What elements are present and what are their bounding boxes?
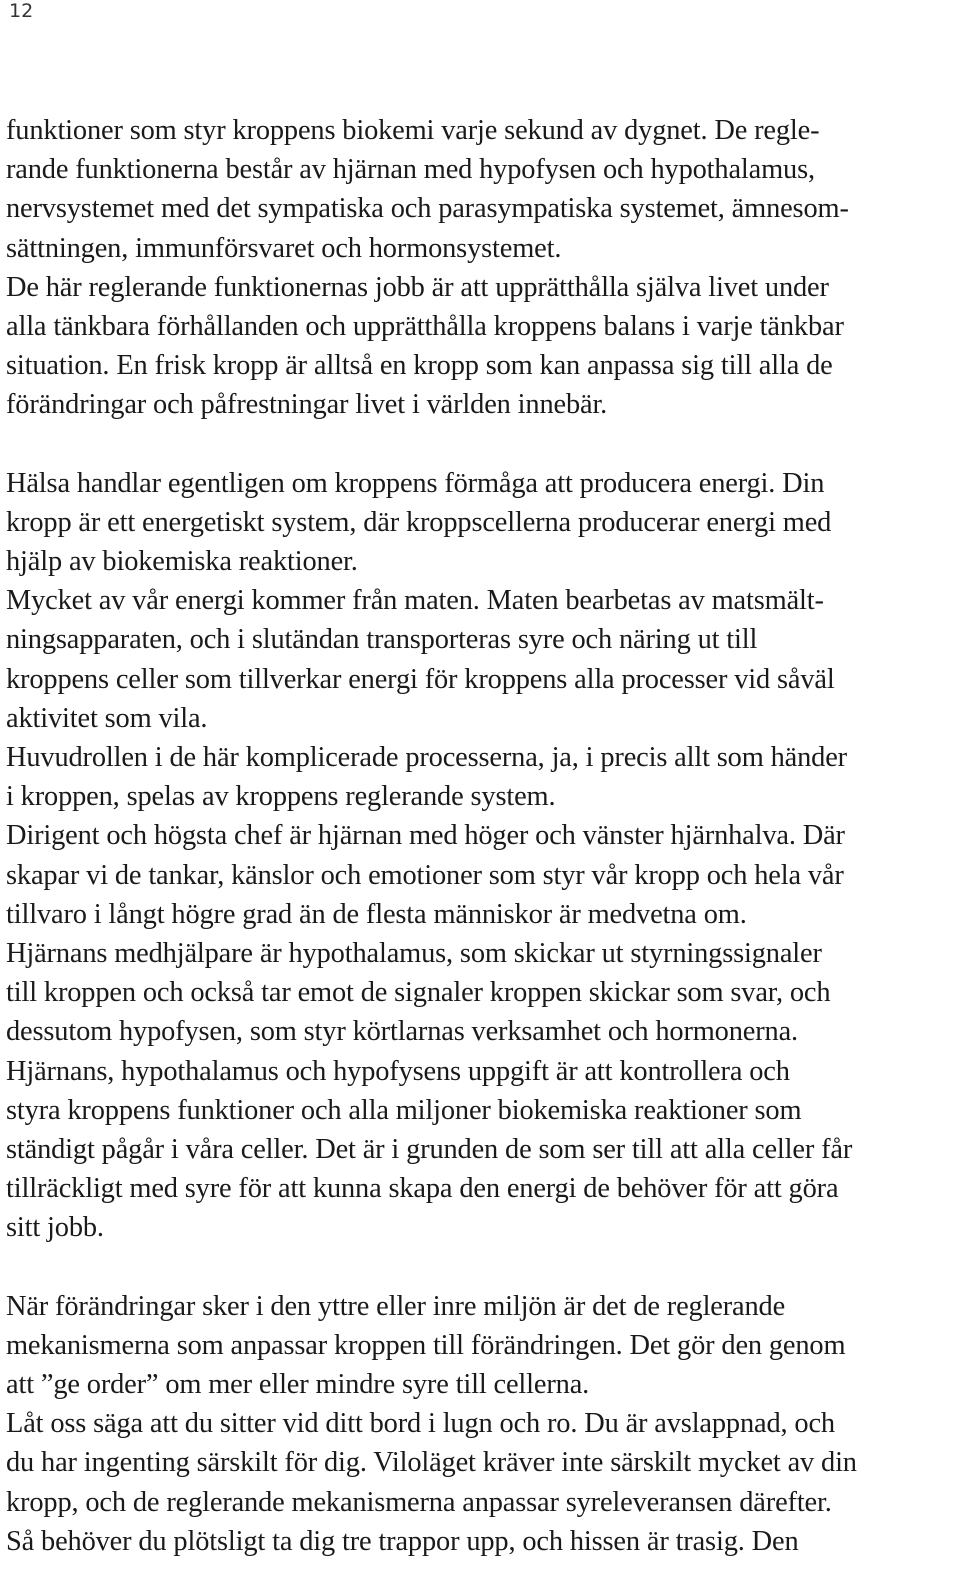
text-line: kropp, och de reglerande mekanismerna anpassar syreleveransen därefter. — [6, 1486, 832, 1518]
text-line: kropp är ett energetiskt system, där kroppscellerna producerar energi med — [6, 506, 832, 538]
text-line: ningsapparaten, och i slutändan transporteras syre och näring ut till — [6, 624, 758, 656]
text-line: hjälp av biokemiska reaktioner. — [6, 546, 358, 578]
text-line: förändringar och påfrestningar livet i världen innebär. — [6, 389, 608, 421]
text-line: Hjärnans, hypothalamus och hypofysens uppgift är att kontrollera och — [6, 1055, 790, 1087]
text-line: du har ingenting särskilt för dig. Viloläget kräver inte särskilt mycket av din — [6, 1447, 857, 1479]
text-line: till kroppen och också tar emot de signaler kroppen skickar som svar, och — [6, 977, 831, 1009]
body-text — [6, 111, 956, 1561]
text-line: situation. En frisk kropp är alltså en kropp som kan anpassa sig till alla de — [6, 350, 833, 382]
text-line: Så behöver du plötsligt ta dig tre trappor upp, och hissen är trasig. Den — [6, 1525, 799, 1557]
text-line: styra kroppens funktioner och alla miljoner biokemiska reaktioner som — [6, 1094, 802, 1126]
text-line: Mycket av vår energi kommer från maten. Maten bearbetas av matsmält- — [6, 585, 824, 617]
text-line: rande funktionerna består av hjärnan med hypofysen och hypothalamus, — [6, 154, 815, 186]
text-line: mekanismerna som anpassar kroppen till förändringen. Det gör den genom — [6, 1329, 846, 1361]
text-line: aktivitet som vila. — [6, 702, 208, 734]
paragraph-gap — [6, 425, 956, 464]
text-line: att ”ge order” om mer eller mindre syre till cellerna. — [6, 1369, 590, 1400]
text-line: tillvaro i långt högre grad än de flesta människor är medvetna om. — [6, 898, 747, 930]
text-line: funktioner som styr kroppens biokemi varje sekund av dygnet. De regle- — [6, 115, 820, 146]
text-line: tillräckligt med syre för att kunna skapa den energi de behöver för att göra — [6, 1173, 839, 1205]
paragraph-gap — [6, 1247, 956, 1286]
text-line: dessutom hypofysen, som styr körtlarnas verksamhet och hormonerna. — [6, 1016, 798, 1048]
text-line: skapar vi de tankar, känslor och emotioner som styr vår kropp och hela vår — [6, 859, 844, 891]
text-line: kroppens celler som tillverkar energi för kroppens alla processer vid såväl — [6, 663, 835, 695]
paragraph-1 — [6, 111, 956, 425]
text-line: ständigt pågår i våra celler. Det är i grunden de som ser till att alla celler får — [6, 1133, 853, 1165]
text-line: När förändringar sker i den yttre eller inre miljön är det de reglerande — [6, 1290, 786, 1322]
text-line: Huvudrollen i de här komplicerade processerna, ja, i precis allt som händer — [6, 742, 847, 773]
text-line: Låt oss säga att du sitter vid ditt bord i lugn och ro. Du är avslappnad, och — [6, 1408, 835, 1440]
page-number: 12 — [9, 0, 34, 22]
text-line: Hälsa handlar egentligen om kroppens förmåga att producera energi. Din — [6, 467, 825, 499]
text-line: i kroppen, spelas av kroppens reglerande system. — [6, 781, 556, 813]
text-line: sättningen, immunförsvaret och hormonsystemet. — [6, 232, 562, 264]
text-line: Hjärnans medhjälpare är hypothalamus, som skickar ut styrningssignaler — [6, 937, 822, 969]
paragraph-2 — [6, 464, 956, 1248]
text-line: sitt jobb. — [6, 1212, 104, 1244]
text-line: Dirigent och högsta chef är hjärnan med höger och vänster hjärnhalva. Där — [6, 820, 845, 852]
text-line: De här reglerande funktionernas jobb är att upprätthålla själva livet under — [6, 271, 829, 303]
text-line: alla tänkbara förhållanden och upprätthålla kroppens balans i varje tänkbar — [6, 310, 844, 342]
paragraph-3 — [6, 1287, 956, 1561]
text-line: nervsystemet med det sympatiska och parasympatiska systemet, ämnesom- — [6, 193, 849, 225]
